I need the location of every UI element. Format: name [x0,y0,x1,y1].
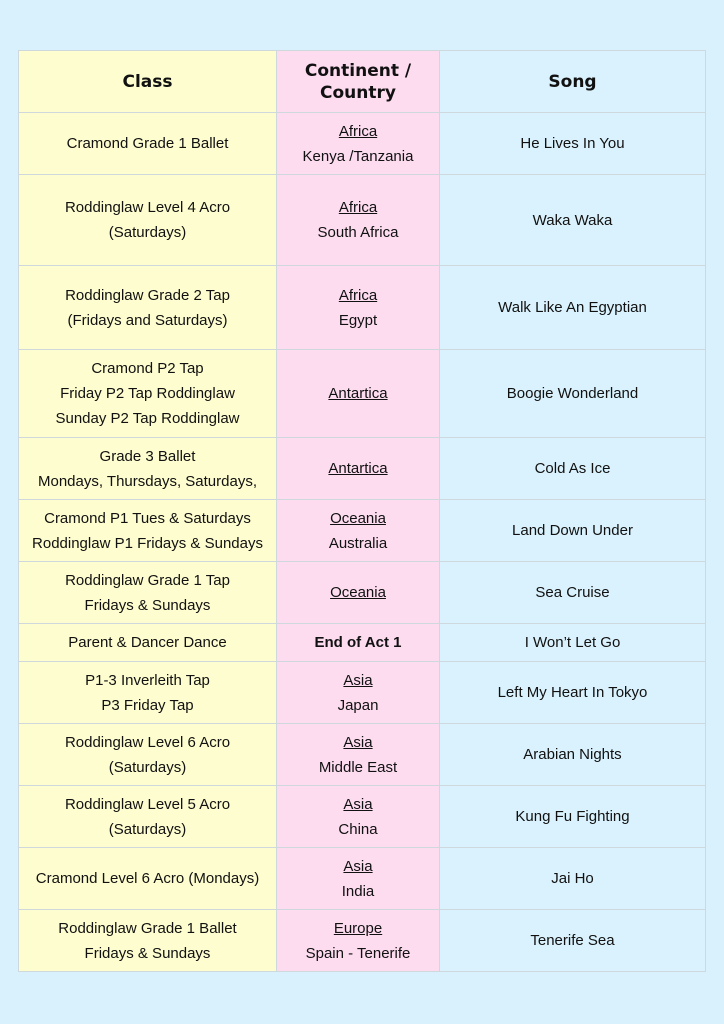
header-row [19,51,706,113]
continent-label: Asia [343,795,373,813]
table-row [19,662,706,724]
class-line: Cramond Grade 1 Ballet [66,135,229,152]
continent-label: Asia [343,733,373,751]
class-cell [19,724,277,786]
table-row [19,266,706,350]
country-label: India [341,882,375,900]
song-cell: Land Down Under [440,500,706,562]
continent-cell [277,910,440,972]
class-cell [19,662,277,724]
country-label: Japan [337,696,379,714]
class-cell [19,438,277,500]
table-row [19,175,706,266]
song-cell: Arabian Nights [440,724,706,786]
schedule-table [18,50,706,972]
song-cell: He Lives In You [440,113,706,175]
country-label: Kenya /Tanzania [302,147,414,165]
class-cell [19,848,277,910]
class-cell [19,113,277,175]
class-cell [19,624,277,662]
continent-cell [277,624,440,662]
header-song: Song [440,51,706,113]
table-row [19,500,706,562]
continent-label: Africa [338,286,378,304]
table-row [19,562,706,624]
act-marker: End of Act 1 [314,634,402,651]
class-line: (Saturdays) [108,758,187,776]
class-line: Fridays & Sundays [84,596,211,614]
song-cell: Boogie Wonderland [440,350,706,438]
country-label: Australia [328,534,388,552]
continent-label: Europe [333,919,383,937]
class-line: Roddinglaw Grade 1 Ballet [58,919,237,937]
song-cell: Left My Heart In Tokyo [440,662,706,724]
class-line: Cramond Level 6 Acro (Mondays) [35,870,260,887]
class-cell [19,500,277,562]
class-cell [19,910,277,972]
continent-cell [277,438,440,500]
class-cell [19,562,277,624]
continent-cell [277,113,440,175]
country-label: Spain - Tenerife [305,944,411,962]
continent-cell [277,724,440,786]
class-line: Roddinglaw Level 6 Acro [64,733,231,751]
class-line: Roddinglaw Level 5 Acro [64,795,231,813]
class-line: Roddinglaw P1 Fridays & Sundays [32,534,263,552]
table-row [19,624,706,662]
continent-cell [277,562,440,624]
header-continent: Continent / Country [277,51,440,113]
table-row [19,910,706,972]
class-line: Roddinglaw Grade 1 Tap [65,571,230,589]
table-row [19,350,706,438]
continent-label: Oceania [330,584,386,601]
song-cell: Cold As Ice [440,438,706,500]
header-class: Class [19,51,277,113]
class-line: Cramond P2 Tap [91,360,204,377]
class-line: Parent & Dancer Dance [68,634,227,651]
song-cell: Walk Like An Egyptian [440,266,706,350]
class-line: (Saturdays) [108,224,187,241]
class-line: Cramond P1 Tues & Saturdays [44,509,251,527]
song-cell: Tenerife Sea [440,910,706,972]
continent-label: Africa [338,199,378,216]
class-cell [19,350,277,438]
class-line: Mondays, Thursdays, Saturdays, [38,472,257,490]
table-row [19,786,706,848]
class-cell [19,175,277,266]
continent-cell [277,500,440,562]
table-row [19,113,706,175]
song-cell: Jai Ho [440,848,706,910]
class-line: Friday P2 Tap Roddinglaw [60,385,235,402]
continent-cell [277,848,440,910]
continent-label: Africa [338,122,378,140]
class-line: Sunday P2 Tap Roddinglaw [55,410,240,427]
continent-cell [277,662,440,724]
continent-label: Asia [343,671,373,689]
class-line: Fridays & Sundays [84,944,211,962]
class-line: P3 Friday Tap [101,696,194,714]
song-cell: Waka Waka [440,175,706,266]
continent-label: Antartica [328,385,388,402]
continent-cell [277,350,440,438]
class-line: Roddinglaw Grade 2 Tap [65,286,230,304]
class-line: P1-3 Inverleith Tap [85,671,210,689]
table-row [19,438,706,500]
country-label: South Africa [317,224,399,241]
continent-cell [277,266,440,350]
class-line: Roddinglaw Level 4 Acro [64,199,231,216]
class-line: (Saturdays) [108,820,187,838]
table-row [19,724,706,786]
song-cell: Sea Cruise [440,562,706,624]
class-line: Grade 3 Ballet [99,447,196,465]
class-line: (Fridays and Saturdays) [67,311,228,329]
continent-cell [277,175,440,266]
continent-cell [277,786,440,848]
table-row [19,848,706,910]
class-cell [19,266,277,350]
continent-label: Antartica [328,460,388,477]
continent-label: Asia [343,857,373,875]
country-label: China [338,820,378,838]
country-label: Middle East [318,758,398,776]
continent-label: Oceania [330,509,386,527]
song-cell: I Won’t Let Go [440,624,706,662]
song-cell: Kung Fu Fighting [440,786,706,848]
country-label: Egypt [338,311,378,329]
class-cell [19,786,277,848]
